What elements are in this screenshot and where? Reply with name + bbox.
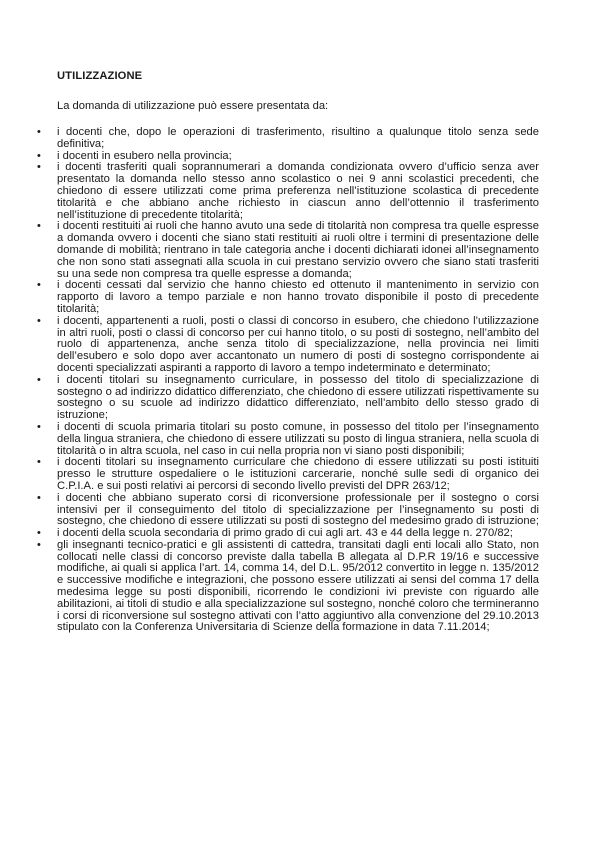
list-item (37, 161, 539, 221)
list-item-text: i docenti di scuola primaria titolari su posto comune, in possesso del titolo per l’insegnamento della lingua straniera, che chiedono di essere utilizzati su posto di lingua straniera, nella scuola di titolarità o in altra scuola, nel caso in cui nella propria non vi siano posti disponibili; (57, 420, 539, 457)
bullet-icon: • (37, 420, 41, 433)
list-item (37, 126, 539, 151)
bullet-icon: • (37, 149, 41, 162)
intro-paragraph: La domanda di utilizzazione può essere presentata da: (57, 100, 329, 112)
eligibility-list (0, 127, 595, 634)
list-item-text: i docenti trasferiti quali soprannumerari a domanda condizionata ovvero d’ufficio senza aver presentato la domanda nello stesso anno scolastico o nei 9 anni scolastici precedenti, che chiedono di essere utilizzati come prima preferenza nell’istituzione scolastica di precedente titolarità e che abbiano anche richiesto in ciascun anno dell’ottennio il trasferimento nell’istituzione di precedente titolarità; (57, 161, 539, 221)
list-item (37, 373, 539, 422)
list-item (37, 279, 539, 315)
list-item (37, 420, 539, 457)
list-item-text: i docenti cessati dal servizio che hanno chiesto ed ottenuto il mantenimento in servizio con rapporto di lavoro a tempo parziale e non hanno trovato disponibile il posto di precedente titolarità; (57, 279, 539, 315)
list-item-text: gli insegnanti tecnico-pratici e gli assistenti di cattedra, transitati dagli enti locali allo Stato, non collocati nelle classi di concorso previste dalla tabella B allegata al D.P.R 19/16 e successive modifiche, ai quali si applica l’art. 14, comma 14, del D.L. 95/2012 convertito in legge n. 135/2012 e successive modifiche e integrazioni, che possono essere utilizzati ai sensi del comma 17 della medesima legge su posti disponibili, ricorrendo le condizioni ivi previste con riguardo alle abilitazioni, ai titoli di studio e alla specializzazione sul sostegno, nonché coloro che termineranno i corsi di riconversione sul sostegno attivati con l’atto aggiuntivo alla convenzione del 29.10.2013 stipulato con la Conferenza Universitaria di Scienze della formazione in data 7.11.2014; (57, 538, 539, 634)
bullet-icon: • (37, 314, 41, 327)
list-item (37, 456, 539, 492)
bullet-icon: • (37, 538, 41, 551)
list-item-text: i docenti titolari su insegnamento curriculare, in possesso del titolo di specializzazione di sostegno o ad indirizzo didattico differenziato, che chiedono di essere utilizzati rispettivamente su sostegno o su scuole ad indirizzo didattico differenziato, nell’ambito dello stesso grado di istruzione; (57, 373, 539, 422)
list-item-text: i docenti restituiti ai ruoli che hanno avuto una sede di titolarità non compresa tra quelle espresse a domanda ovvero i docenti che siano stati restituiti ai ruoli oltre i termini di presentazione delle domande di mobilità; rientrano in tale categoria anche i docenti dichiarati idonei all’insegnamento che non sono stati assegnati alla scuola in cui prestano servizio ovvero che siano stati trasferiti su una sede non compresa tra quelle espresse a domanda; (57, 220, 539, 280)
list-item-text: i docenti della scuola secondaria di primo grado di cui agli art. 43 e 44 della legge n. 270/82; (57, 527, 513, 540)
bullet-icon: • (37, 527, 41, 540)
list-item-text: i docenti titolari su insegnamento curriculare che chiedono di essere utilizzati su posti istituiti presso le strutture ospedaliere o le istituzioni carcerarie, nonché sulle sedi di organico dei C.P.I.A. e sui posti relativi ai percorsi di secondo livello previsti del DPR 263/12; (57, 456, 539, 492)
bullet-icon: • (37, 491, 41, 504)
list-item-text: i docenti in esubero nella provincia; (57, 149, 232, 162)
section-heading: UTILIZZAZIONE (57, 70, 143, 82)
bullet-icon: • (37, 161, 41, 174)
list-item (37, 314, 539, 375)
list-item (37, 538, 539, 634)
list-item-text: i docenti che, dopo le operazioni di trasferimento, risultino a qualunque titolo senza sede definitiva; (57, 126, 539, 150)
bullet-icon: • (37, 456, 41, 469)
bullet-icon: • (37, 220, 41, 233)
bullet-icon: • (37, 373, 41, 386)
list-item (37, 220, 539, 280)
list-item-text: i docenti che abbiano superato corsi di riconversione professionale per il sostegno o corsi intensivi per il conseguimento del titolo di specializzazione per l’insegnamento su posti di sostegno, che chiedono di essere utilizzati su posti di sostegno del medesimo grado di istruzione; (57, 491, 539, 528)
list-item-text: i docenti, appartenenti a ruoli, posti o classi di concorso in esubero, che chiedono l’utilizzazione in altri ruoli, posti o classi di concorso per cui hanno titolo, o su posti di sostegno, nell’ambito del ruolo di appartenenza, anche senza titolo di specializzazione, nella provincia nei limiti dell’esubero e solo dopo aver accantonato un numero di posti di sostegno corrispondente ai docenti specializzati aspiranti a rapporto di lavoro a tempo indeterminato e determinato; (57, 314, 539, 374)
bullet-icon: • (37, 126, 41, 138)
bullet-icon: • (37, 279, 41, 292)
list-item (37, 491, 539, 528)
